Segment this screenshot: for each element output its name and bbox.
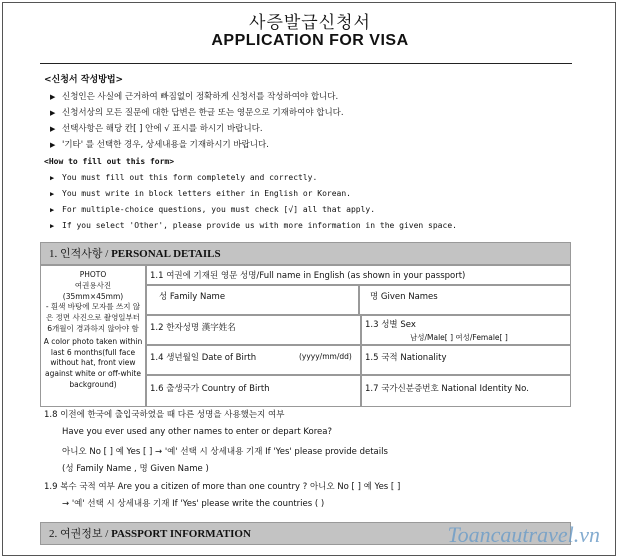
instruction-line: ▶ You must fill out this form completely and correctly. (44, 170, 574, 186)
instruction-line: ▶ You must write in block letters either in English or Korean. (44, 186, 574, 202)
nationality-field[interactable]: 1.5 국적 Nationality (361, 345, 571, 375)
photo-note-en: A color photo taken within last 6 months(full face without hat, front view against white or off-white background) (43, 336, 143, 389)
instruction-line: ▶ 선택사항은 해당 칸[ ] 안에 √ 표시를 하시기 바랍니다. (44, 121, 574, 137)
q18-question-en: Have you ever used any other names to enter or depart Korea? (62, 427, 332, 437)
q18-answer[interactable]: 아니오 No [ ] 예 Yes [ ] → '예' 선택 시 상세내용 기재 If 'Yes' please provide details (62, 447, 388, 457)
bullet-icon: ▶ (50, 190, 55, 198)
photo-note-ko: - 흰색 바탕에 모자를 쓰지 않은 정면 사진으로 촬영일부터 6개월이 경과하지 않아야 함 (45, 302, 141, 333)
photo-box[interactable] (40, 265, 146, 407)
section-header-personal: 1. 인적사항 / PERSONAL DETAILS (40, 242, 571, 265)
title-korean: 사증발급신청서 (249, 13, 371, 33)
full-name-header: 1.1 여권에 기재된 영문 성명/Full name in English (as shown in your passport) (146, 265, 571, 285)
national-id-field[interactable]: 1.7 국가신분증번호 National Identity No. (361, 375, 571, 407)
bullet-icon: ▶ (50, 222, 55, 230)
instructions-en-heading: <How to fill out this form> (44, 157, 175, 166)
photo-size: (35mm×45mm) (62, 291, 124, 301)
instruction-line: ▶ 신청서상의 모든 질문에 대한 답변은 한글 또는 영문으로 기재하여야 합니다. (44, 105, 574, 121)
instruction-line: ▶ If you select 'Other', please provide us with more information in the given space. (44, 218, 574, 234)
bullet-icon: ▶ (50, 125, 56, 133)
photo-title-ko: 여권용사진 (74, 280, 112, 290)
given-names-field[interactable]: 명 Given Names (359, 285, 571, 315)
q19-detail[interactable]: → '예' 선택 시 상세내용 기재 If 'Yes' please write the countries ( ) (62, 499, 325, 509)
instruction-line: ▶ 신청인은 사실에 근거하여 빠짐없이 정확하게 신청서를 작성하여야 합니다. (44, 89, 574, 105)
title-english: APPLICATION FOR VISA (211, 32, 409, 49)
instructions-ko-heading: <신청서 작성방법> (44, 75, 124, 85)
section-header-passport: 2. 여권정보 / PASSPORT INFORMATION (40, 522, 571, 545)
sex-options: 남성/Male[ ] 여성/Female[ ] (410, 333, 508, 342)
photo-title: PHOTO (79, 270, 107, 279)
bullet-icon: ▶ (50, 93, 56, 101)
q19-title[interactable]: 1.9 복수 국적 여부 Are you a citizen of more than one country ? 아니오 No [ ] 예 Yes [ ] (44, 482, 401, 492)
country-of-birth-field[interactable]: 1.6 출생국가 Country of Birth (146, 375, 361, 407)
date-of-birth-field[interactable]: 1.4 생년월일 Date of Birth (yyyy/mm/dd) (146, 345, 361, 375)
bullet-icon: ▶ (50, 109, 56, 117)
q18-names[interactable]: (성 Family Name , 명 Given Name ) (62, 464, 209, 474)
bullet-icon: ▶ (50, 174, 55, 182)
watermark-logo: Toancautravel.vn (447, 522, 600, 547)
sex-field[interactable]: 1.3 성별 Sex 남성/Male[ ] 여성/Female[ ] (361, 315, 571, 345)
chinese-name-field[interactable]: 1.2 한자성명 漢字姓名 (146, 315, 361, 345)
personal-details-grid (40, 265, 571, 407)
q18-title: 1.8 이전에 한국에 출입국하였을 때 다른 성명을 사용했는지 여부 (44, 410, 285, 420)
instructions (44, 72, 574, 234)
instruction-line: ▶ For multiple-choice questions, you must check [√] all that apply. (44, 202, 574, 218)
title-divider (40, 63, 572, 64)
surname-field[interactable]: 성 Family Name (146, 285, 359, 315)
instruction-line: ▶ '기타' 를 선택한 경우, 상세내용을 기재하시기 바랍니다. (44, 137, 574, 153)
bullet-icon: ▶ (50, 141, 56, 149)
bullet-icon: ▶ (50, 206, 55, 214)
